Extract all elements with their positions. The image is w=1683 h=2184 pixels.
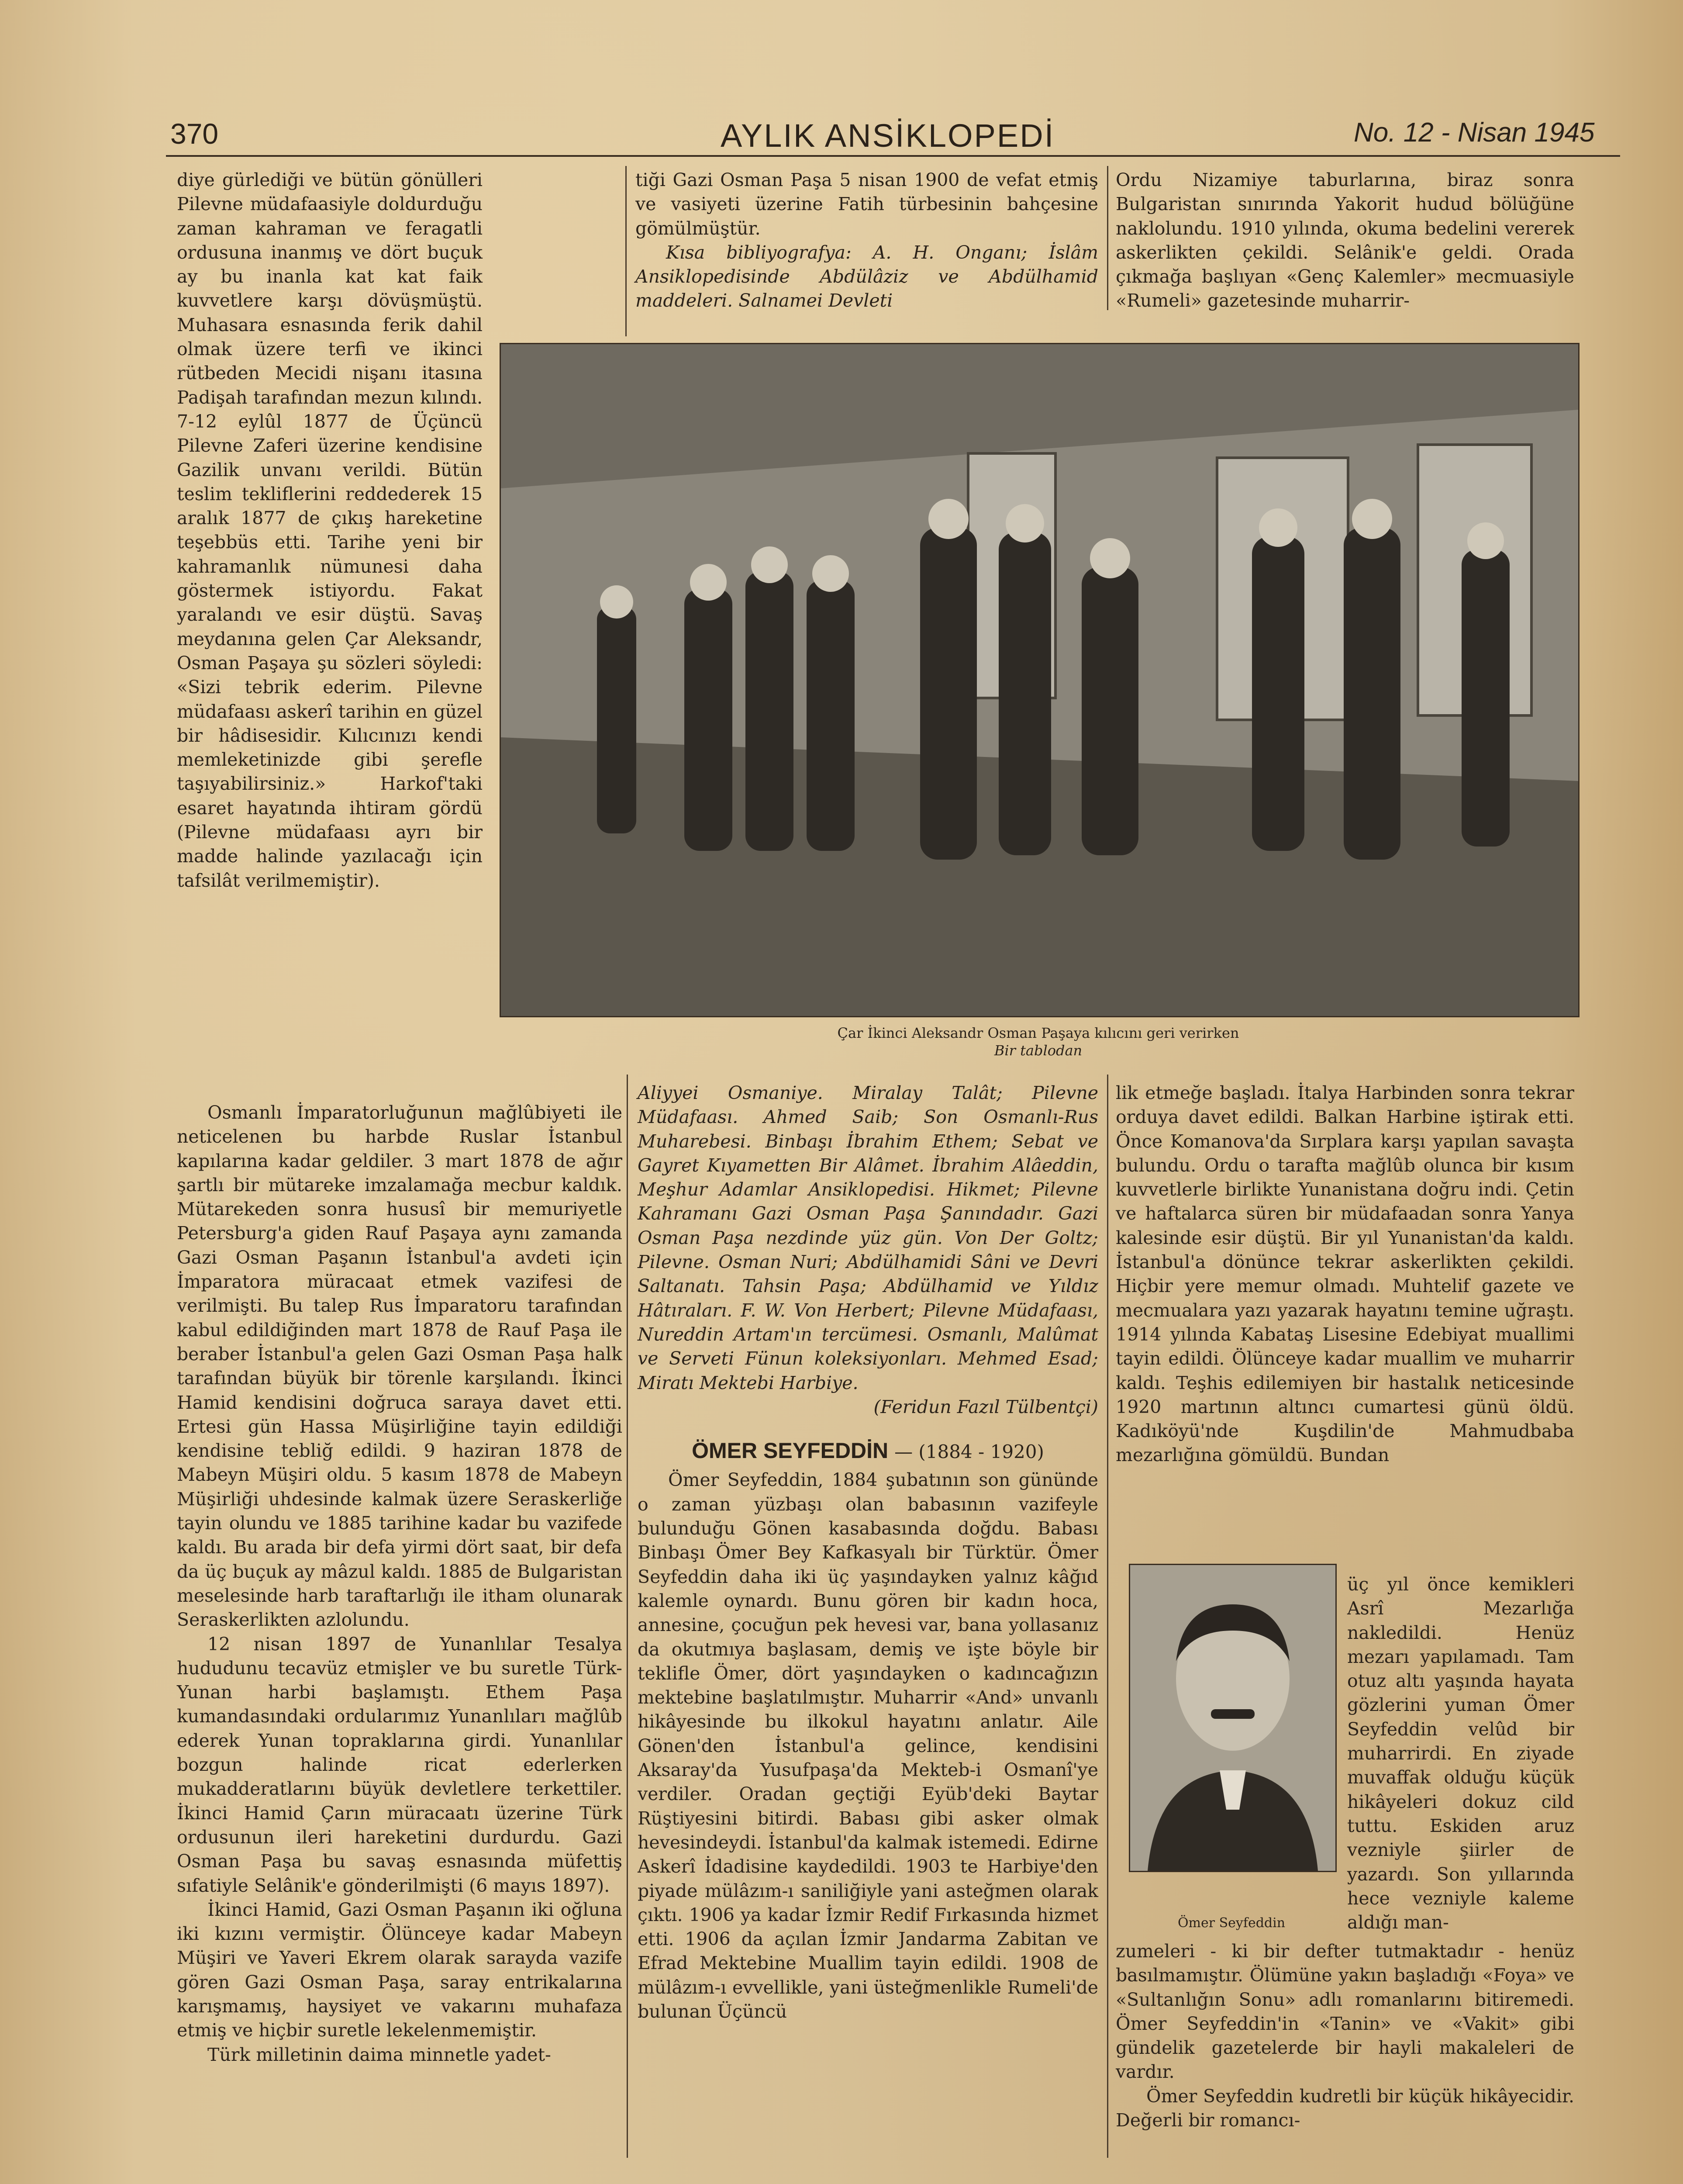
column-divider <box>1107 1075 1108 2158</box>
paragraph: İkinci Hamid, Gazi Osman Paşanın iki oğluna iki kızını vermiştir. Ölünceye kadar Mabeyn Müşiri ve Yaveri Ekrem olarak sarayda vazife gören Gazi Osman Paşa, saray entrikalarına karışmamış, haysiyet ve vakarını muhafaza etmiş ve hiçbir suretle lekelenmemiştir. <box>177 1899 622 2041</box>
column-middle-top <box>635 168 1098 313</box>
portrait-figure <box>1130 1565 1335 1871</box>
column-divider <box>1107 166 1108 310</box>
bibliography: Aliyyei Osmaniye. Miralay Talât; Pilevne Müdafaası. Ahmed Saib; Son Osmanlı-Rus Muharebesi. Binbaşı İbrahim Ethem; Sebat ve Gayret Kıyametten Bir Alâmet. İbrahim Alâeddin, Meşhur Adamlar Ansiklopedisi. Hikmet; Pilevne Kahramanı Gazi Osman Paşa Şanındadır. Gazi Osman Paşa nezdinde yüz gün. Von Der Goltz; Pilevne. Osman Nuri; Abdülhamidi Sâni ve Devri Saltanatı. Tahsin Paşa; Abdülhamid ve Yıldız Hâtıraları. F. W. Von Herbert; Pilevne Müdafaası, Nureddin Artam'ın tercümesi. Osmanlı, Malûmat ve Serveti Fünun koleksiyonları. Mehmed Esad; Miratı Mektebi Harbiye. <box>638 1082 1098 1393</box>
column-left-top <box>177 168 483 893</box>
painting-scene <box>501 344 1578 1016</box>
page-number: 370 <box>170 117 219 150</box>
paragraph: lik etmeğe başladı. İtalya Harbinden sonra tekrar orduya davet edildi. Balkan Harbine iştirak etti. Önce Komanova'da Sırplara karşı yapılan savaşta bulundu. Ordu o tarafta mağlûb olunca bir kısım kuvvetlerle birlikte Yunanistana doğru indi. Çetin ve haftalarca süren bir müdafaadan sonra Yanya kalesinde esir düştü. Bir yıl Yunanistan'da kaldı. İstanbul'a dönünce tekrar askerlikten çekildi. Hiçbir yere memur olmadı. Muhtelif gazete ve mecmualara yazı yazarak hayatını temine uğraştı. 1914 yılında Kabataş Lisesine Edebiyat muallimi tayin edildi. Ölünceye kadar muallim ve muharrir kaldı. Teşhis edilemiyen bir hastalık neticesinde 1920 martının altıncı cumartesi günü öldü. Kadıköyü'nde Kuşdilin'de Mahmudbaba mezarlığına gömüldü. Bundan <box>1116 1082 1574 1466</box>
paragraph: Ordu Nizamiye taburlarına, biraz sonra Bulgaristan sınırında Yakorit hudud bölüğüne naklolundu. 1910 yılında, okuma bedelini vererek askerlikten çekildi. Selânik'e geldi. Orada çıkmağa başlıyan «Genç Kalemler» mecmuasiyle «Rumeli» gazetesinde muharrir- <box>1116 169 1574 311</box>
column-divider <box>627 1075 628 2158</box>
portrait-caption: Ömer Seyfeddin <box>1177 1915 1286 1931</box>
column-right-beside-portrait <box>1347 1572 1574 1935</box>
column-right-bottom <box>1116 1939 1574 2132</box>
paragraph: Ömer Seyfeddin, 1884 şubatının son gününde o zaman yüzbaşı olan babasının vazifeyle bulunduğu Gönen kasabasında doğdu. Babası Binbaşı Ömer Bey Kafkasyalı bir Türktür. Ömer Seyfeddin daha iki üç yaşındayken yalnız kâğıd kalemle oynardı. Bunu gören bir kadın hoca, annesine, çocuğun pek hevesi var, bana yollasanız da okutmıya başlasam, demiş ve işte böyle bir teklifle Ömer, dört yaşındayken o kadıncağızın mektebine başlatılmıştır. Muharrir «And» unvanlı hikâyesinde bu ilkokul hayatını anlatır. Aile Gönen'den İstanbul'a gelince, kendisini Aksaray'da Yusufpaşa'da Mekteb-i Osmanî'ye verdiler. Oradan geçtiği Eyüb'deki Baytar Rüştiyesini bitirdi. Babası gibi asker olmak hevesindeydi. İstanbul'da kalmak istemedi. Edirne Askerî İdadisine kaydedildi. 1903 te Harbiye'den piyade mülâzım-ı saniliğiyle yani asteğmen olarak çıktı. 1906 ya kadar İzmir Redif Fırkasında hizmet etti. 1906 da açılan İzmir Jandarma Zabitan ve Efrad Mektebine Muallim tayin edildi. 1908 de mülâzım-ı evvellikle, yani üsteğmenlikle Rumeli'de bulunan Üçüncü <box>638 1469 1098 2022</box>
paragraph: Türk milletinin daima minnetle yadet- <box>207 2044 551 2065</box>
column-right-bottom-top <box>1116 1081 1574 1468</box>
column-divider <box>625 166 627 336</box>
caption-source: Bir tablodan <box>994 1042 1083 1059</box>
column-left-bottom <box>177 1101 622 2067</box>
issue-label: No. 12 - Nisan 1945 <box>1354 117 1595 148</box>
paragraph: Ömer Seyfeddin kudretli bir küçük hikâyecidir. Değerli bir romancı- <box>1116 2085 1574 2131</box>
column-middle-bottom <box>638 1081 1098 2024</box>
paragraph: 12 nisan 1897 de Yunanlılar Tesalya hududunu tecavüz etmişler ve bu suretle Türk-Yunan harbi başlamıştı. Ethem Paşa kumandasındaki ordularımız Yunanlıları mağlûb ederek Yunan topraklarına girdi. Yunanlılar bozgun halinde ricat ederlerken mukadderatlarını büyük devletlere terkettiler. İkinci Hamid Çarın müracaatı üzerine Türk ordusunun ileri hareketini durdurdu. Gazi Osman Paşa bu savaş esnasında müfettiş sıfatiyle Selânik'e gönderilmişti (6 mayıs 1897). <box>177 1633 622 1896</box>
paragraph: üç yıl önce kemikleri Asrî Mezarlığa nakledildi. Henüz mezarı yapılamadı. Tam otuz altı yaşında hayata gözlerini yuman Ömer Seyfeddin velûd bir muharrirdi. En ziyade muvaffak olduğu küçük hikâyeleri dokuz cild tuttu. Eskiden aruz vezniyle şiirler de yazardı. Son yıllarında hece vezniyle kaleme aldığı man- <box>1347 1574 1574 1933</box>
painting-illustration <box>500 343 1580 1017</box>
bibliography-intro: Kısa bibliyografya: A. H. Onganı; İslâm Ansiklopedisinde Abdülâziz ve Abdülhamid maddeleri. Salnamei Devleti <box>635 242 1098 311</box>
paragraph: zumeleri - ki bir defter tutmaktadır - henüz basılmamıştır. Ölümüne yakın başladığı «Foya» ve «Sultanlığın Sonu» adlı romanlarını bitiremedi. Ömer Seyfeddin'in «Tanin» ve «Vakit» gibi gündelik gazetelerde bir hayli makaleleri de vardır. <box>1116 1941 1574 2083</box>
section-title: ÖMER SEYFEDDİN <box>692 1438 889 1463</box>
paragraph: diye gürlediği ve bütün gönülleri Pilevne müdafaasiyle doldurduğu zaman kahraman ve feragatli ordusuna inanmış ve dört buçuk ay bu inanla kat kat faik kuvvetlere karşı dövüşmüştü. Muhasara esnasında ferik dahil olmak üzere terfi ve ikinci rütbeden Mecidi nişanı itasına Padişah tarafından mezun kılındı. 7-12 eylûl 1877 de Üçüncü Pilevne Zaferi üzerine kendisine Gazilik unvanı verildi. Bütün teslim tekliflerini reddederek 15 aralık 1877 de çıkış hareketine teşebbüs etti. Tarihe yeni bir kahramanlık nümunesi daha göstermek istiyordu. Fakat yaralandı ve esir düştü. Savaş meydanına gelen Çar Aleksandr, Osman Paşaya şu sözleri söyledi: «Sizi tebrik ederim. Pilevne müdafaası askerî tarihin en güzel bir hâdisesidir. Kılıcınızı kendi memleketinizde gibi şerefle taşıyabilirsiniz.» Harkof'taki esaret hayatında ihtiram gördü (Pilevne müdafaası ayrı bir madde halinde yazılacağı için tafsilât verilmemiştir). <box>177 169 483 891</box>
portrait-photo <box>1129 1564 1337 1872</box>
paragraph: tiği Gazi Osman Paşa 5 nisan 1900 de vefat etmiş ve vasiyeti üzerine Fatih türbesinin bahçesine gömülmüştür. <box>635 169 1098 239</box>
author-signature: (Feridun Fazıl Tülbentçi) <box>873 1396 1098 1417</box>
caption-line: Çar İkinci Aleksandr Osman Paşaya kılıcını geri verirken <box>837 1025 1239 1041</box>
journal-title: AYLIK ANSİKLOPEDİ <box>721 117 1055 154</box>
paragraph: Osmanlı İmparatorluğunun mağlûbiyeti ile neticelenen bu harbde Ruslar İstanbul kapılarına kadar geldiler. 3 mart 1878 de ağır şartlı bir mütareke imzalamağa mecbur kaldık. Mütarekeden sonra hususî bir memuriyetle Petersburg'a giden Rauf Paşaya aynı zamanda Gazi Osman Paşanın İstanbul'a avdeti için İmparatora müracaat etmek vazifesi de verilmişti. Bu talep Rus İmparatoru tarafından kabul edildiğinden mart 1878 de Rauf Paşa ile beraber İstanbul'a gelen Gazi Osman Paşa halk tarafından büyük bir törenle karşılandı. İkinci Hamid kendisini doğruca saraya davet etti. Ertesi gün Hassa Müşirliğine tayin edildiği kendisine tebliğ edildi. 9 haziran 1878 de Mabeyn Müşiri oldu. 5 kasım 1878 de Mabeyn Müşirliği uhdesinde kalmak üzere Seraskerliğe tayin olundu ve 1885 tarihine kadar bu vazifede kaldı. Bu arada bir defa yirmi dört saat, bir defa da üç buçuk ay mâzul kaldı. 1885 de Bulgaristan meselesinde harb taraftarlığı ile itham olunarak Seraskerlikten azlolundu. <box>177 1102 622 1631</box>
section-years: — (1884 - 1920) <box>894 1441 1044 1463</box>
header-rule <box>166 155 1620 157</box>
column-right-top <box>1116 168 1574 313</box>
section-heading <box>638 1439 1098 1464</box>
illustration-caption <box>500 1024 1577 1059</box>
